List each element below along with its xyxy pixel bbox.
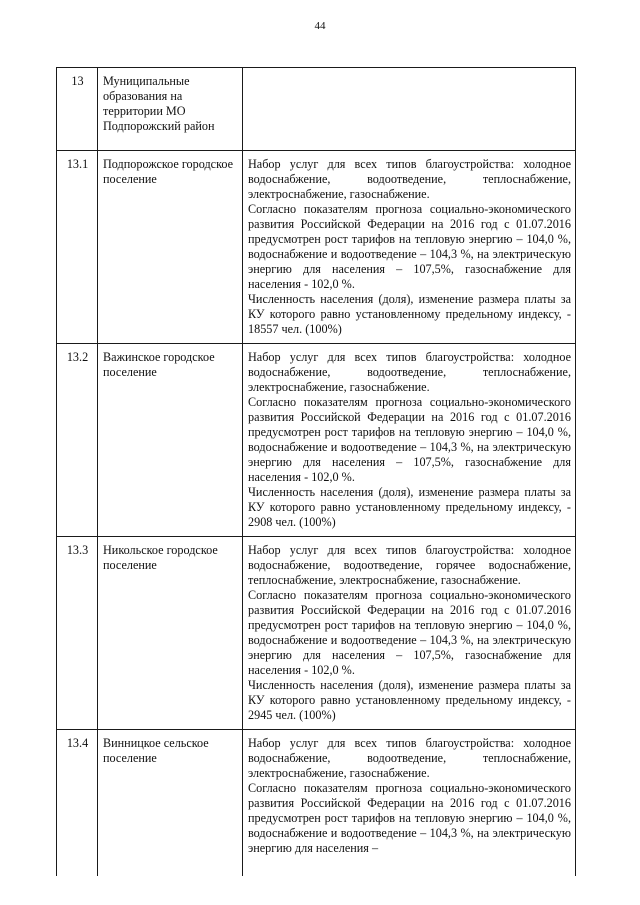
- page-number: 44: [314, 20, 326, 32]
- row-description: [243, 151, 576, 344]
- services-paragraph: Набор услуг для всех типов благоустройства: холодное водоснабжение, водоотведение, горячее водоснабжение, теплоснабжение, электроснабжение, газоснабжение.: [248, 543, 571, 587]
- row-number: 13: [57, 68, 98, 151]
- tariff-growth-paragraph: Согласно показателям прогноза социально-экономического развития Российской Федерации на 2016 год с 01.07.2016 предусмотрен рост тарифов на тепловую энергию – 104,0 %, водоснабжение и водоотведение – 104,3 %, на электрическую энергию для населения –: [248, 781, 571, 855]
- row-description: [243, 68, 576, 151]
- row-number: 13.1: [57, 151, 98, 344]
- tariff-table: [56, 67, 576, 876]
- municipality-name: Важинское городское поселение: [98, 344, 243, 537]
- services-paragraph: Набор услуг для всех типов благоустройства: холодное водоснабжение, водоотведение, теплоснабжение, электроснабжение, газоснабжение.: [248, 736, 571, 780]
- municipality-name: Муниципальные образования на территории МО Подпорожский район: [98, 68, 243, 151]
- row-number: 13.4: [57, 730, 98, 877]
- services-paragraph: Набор услуг для всех типов благоустройства: холодное водоснабжение, водоотведение, теплоснабжение, электроснабжение, газоснабжение.: [248, 157, 571, 201]
- row-number: 13.2: [57, 344, 98, 537]
- municipality-name: Подпорожское городское поселение: [98, 151, 243, 344]
- population-paragraph: Численность населения (доля), изменение размера платы за КУ которого равно установленному предельному индексу, - 18557 чел. (100%): [248, 292, 571, 336]
- tariff-growth-paragraph: Согласно показателям прогноза социально-экономического развития Российской Федерации на 2016 год с 01.07.2016 предусмотрен рост тарифов на тепловую энергию – 104,0 %, водоснабжение и водоотведение – 104,3 %, на электрическую энергию для населения – 107,5%, газоснабжение для населения - 102,0 %.: [248, 202, 571, 291]
- table-row: [57, 730, 576, 877]
- tariff-growth-paragraph: Согласно показателям прогноза социально-экономического развития Российской Федерации на 2016 год с 01.07.2016 предусмотрен рост тарифов на тепловую энергию – 104,0 %, водоснабжение и водоотведение – 104,3 %, на электрическую энергию для населения – 107,5%, газоснабжение для населения - 102,0 %.: [248, 395, 571, 484]
- table-row: [57, 537, 576, 730]
- municipality-name: Винницкое сельское поселение: [98, 730, 243, 877]
- services-paragraph: Набор услуг для всех типов благоустройства: холодное водоснабжение, водоотведение, теплоснабжение, электроснабжение, газоснабжение.: [248, 350, 571, 394]
- row-description: [243, 344, 576, 537]
- population-paragraph: Численность населения (доля), изменение размера платы за КУ которого равно установленному предельному индексу, - 2945 чел. (100%): [248, 678, 571, 722]
- row-description: [243, 730, 576, 877]
- table-row: [57, 151, 576, 344]
- population-paragraph: Численность населения (доля), изменение размера платы за КУ которого равно установленному предельному индексу, - 2908 чел. (100%): [248, 485, 571, 529]
- tariff-growth-paragraph: Согласно показателям прогноза социально-экономического развития Российской Федерации на 2016 год с 01.07.2016 предусмотрен рост тарифов на тепловую энергию – 104,0 %, водоснабжение и водоотведение – 104,3 %, на электрическую энергию для населения – 107,5%, газоснабжение для населения - 102,0 %.: [248, 588, 571, 677]
- table-row: [57, 344, 576, 537]
- row-description: [243, 537, 576, 730]
- row-number: 13.3: [57, 537, 98, 730]
- table-row: [57, 68, 576, 151]
- municipality-name: Никольское городское поселение: [98, 537, 243, 730]
